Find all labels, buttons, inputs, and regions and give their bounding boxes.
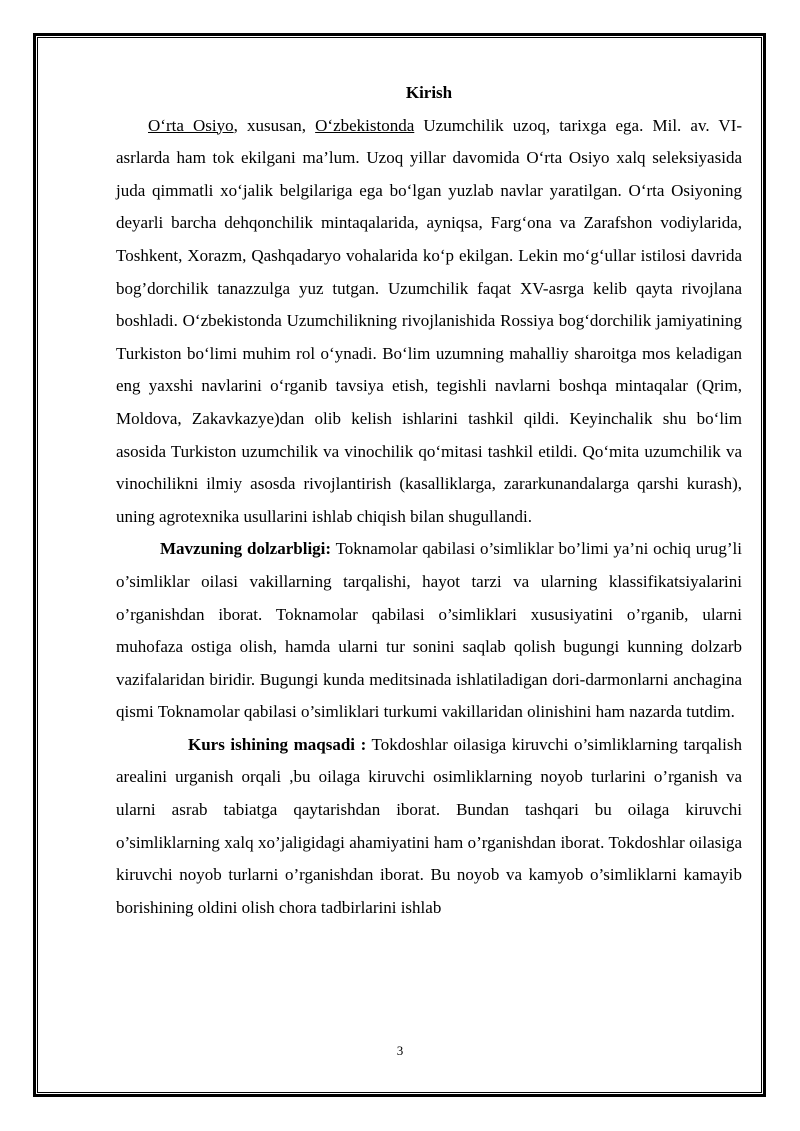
intro-text-2: Uzumchilik uzoq, tarixga ega. Mil. av. VI-asrlarda ham tok ekilgani ma’lum. Uzoq yillar davomida O‘rta Osiyo xalq seleksiyasida juda qimmatli xo‘jalik belgilariga ega bo‘lgan yuzlab navlar yaratilgan. O‘rta Osiyoning deyarli barcha dehqonchilik mintaqalarida, ayniqsa, Farg‘ona va Zarafshon vodiylarida, Toshkent, Xorazm, Qashqadaryo vohalarida ko‘p ekilgan. Lekin mo‘g‘ullar istilosi davrida bog’dorchilik tanazzulga yuz tutgan. Uzumchilik faqat XV-asrga kelib qayta rivojlana boshladi. O‘zbekistonda Uzumchilikning rivojlanishida Rossiya bog‘dorchilik jamiyatining Turkiston bo‘limi muhim rol o‘ynadi. Bo‘lim uzumning mahalliy sharoitga mos keladigan eng yaxshi navlarini o‘rganib tavsiya etish, tegishli navlarni boshqa mintaqalar (Qrim, Moldova, Zakavkazye)dan olib kelish ishlarini tashkil qildi. Keyinchalik shu bo‘lim asosida Turkiston uzumchilik va vinochilik qo‘mitasi tashkil etildi. Qo‘mita uzumchilik va vinochilikni ilmiy asosda rivojlantirish (kasalliklarga, zararkunandalarga qarshi kurash), uning agrotexnika usullarini ishlab chiqish bilan shugullandi.: [116, 115, 743, 526]
goal-text: Tokdoshlar oilasiga kiruvchi o’simliklarning tarqalish arealini urganish orqali ,bu oilaga kiruvchi osimliklarning noyob turlarini o’rganish va ularni asrab tabiatga qaytarishdan iborat. Bundan tashqari bu oilaga kiruvchi o’simliklarning xalq xo’jaligidagi ahamiyatini ham o’rganishdan iborat. Tokdoshlar oilasiga kiruvchi noyob turlarni o’rganishdan iborat. Bu noyob va kamyob o’simliklarni kamayib borishining oldini olish chora tadbirlarini ishlab: [116, 734, 742, 917]
link-ozbekistonda[interactable]: O‘zbekistonda: [315, 115, 415, 135]
intro-paragraph: [116, 110, 742, 534]
link-orta-osiyo[interactable]: O‘rta Osiyo: [148, 115, 234, 135]
relevance-label: Mavzuning dolzarbligi:: [160, 539, 332, 559]
relevance-text: Toknamolar qabilasi o’simliklar bo’limi ya’ni ochiq urug’li o’simliklar oilasi vakillarning tarqalishi, hayot tarzi va ularning klassifikatsiyalarini o’rganishdan iborat. Toknamolar qabilasi o’simliklari xususiyatini o’rganib, ularni muhofaza ostiga olish, hamda ularni tur sonini saqlab qolish bugungi kunning dolzarb vazifalaridan biridir. Bugungi kunda meditsinada ishlatiladigan dori-darmonlarni anchagina qismi Toknamolar qabilasi o’simliklari turkumi vakillaridan olinishini ham nazarda tutdim.: [116, 539, 742, 722]
page-number: 3: [396, 1043, 404, 1058]
document-body: [116, 77, 742, 924]
intro-text-1: , xususan,: [233, 115, 316, 135]
goal-label: Kurs ishining maqsadi :: [188, 734, 367, 754]
goal-paragraph: [116, 729, 742, 925]
relevance-paragraph: [116, 533, 742, 729]
section-title: Kirish: [405, 83, 453, 102]
